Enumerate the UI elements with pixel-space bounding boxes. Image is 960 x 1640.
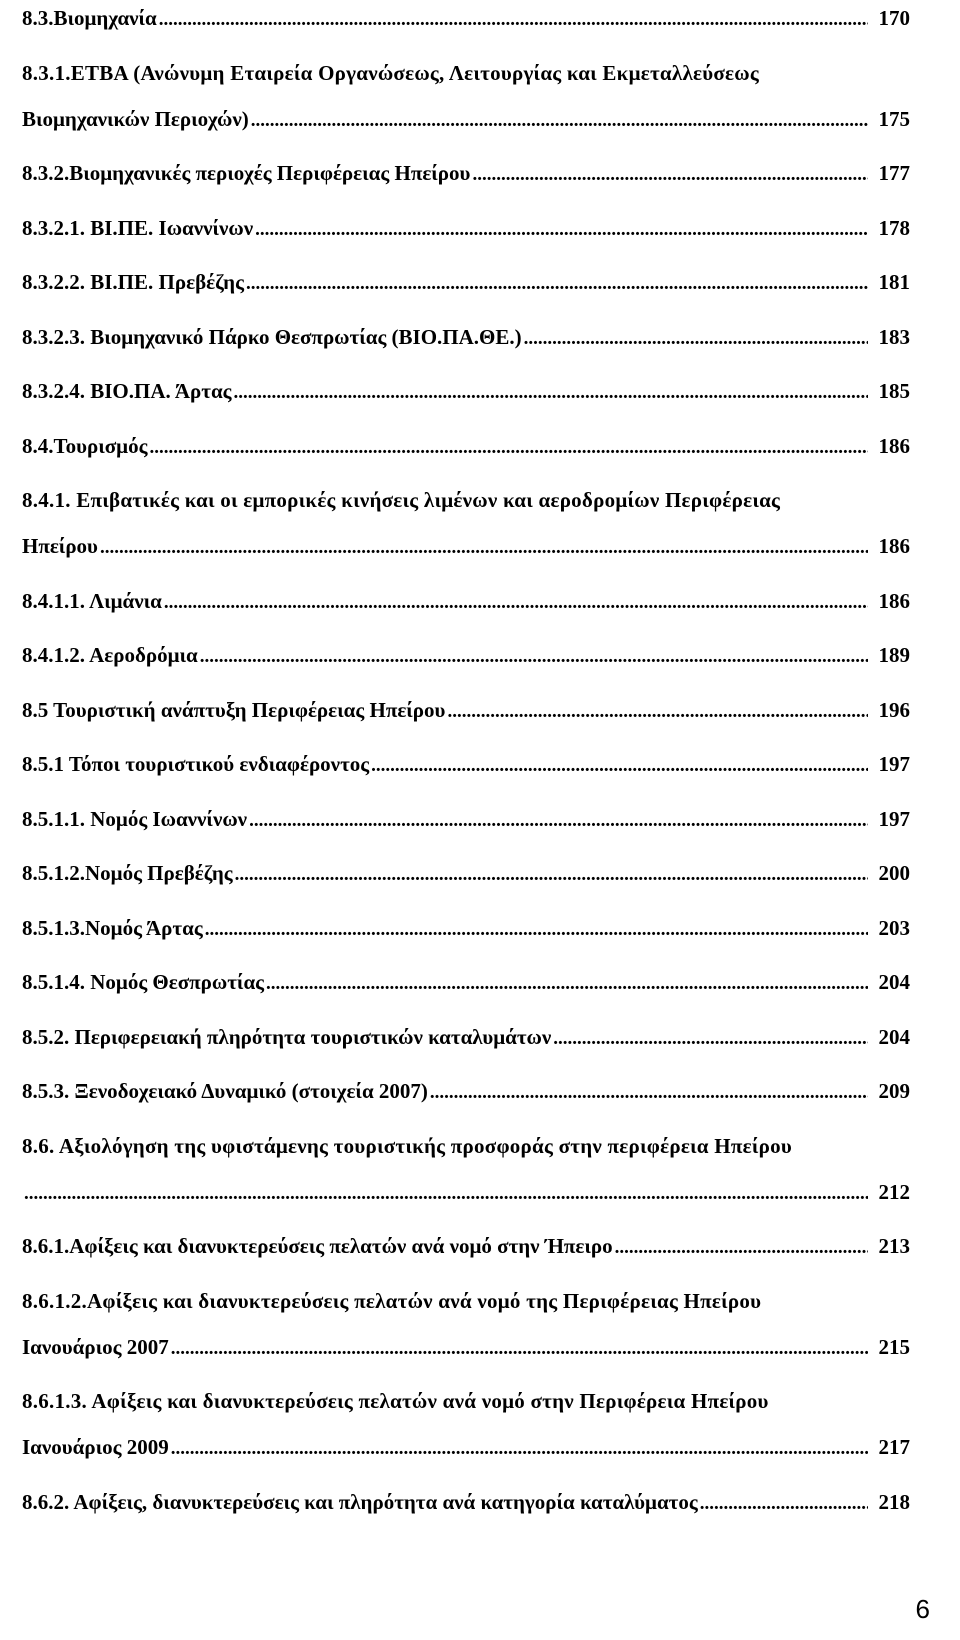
toc-page-number: 200	[878, 861, 910, 885]
toc-entry-line	[22, 428, 910, 464]
toc-entry-title: 8.5.1.3.Νομός Άρτας	[22, 915, 203, 940]
toc-entry-line	[22, 528, 910, 564]
toc-entry-title: 8.6.2. Αφίξεις, διανυκτερεύσεις και πληρότητα ανά κατηγορία καταλύματος	[22, 1489, 698, 1514]
toc-leader-dots	[164, 585, 868, 621]
toc-entry-title: 8.3.2.4. ΒΙΟ.ΠΑ. Άρτας	[22, 379, 232, 403]
toc-leader-dots	[251, 103, 868, 139]
toc-leader-dots	[266, 966, 868, 1002]
toc-page-number: 204	[878, 1024, 910, 1049]
toc-entry-title: 8.6. Αξιολόγηση της υφιστάμενης τουριστικής προσφοράς στην περιφέρεια Ηπείρου	[22, 1133, 792, 1158]
toc-page-number: 189	[878, 643, 910, 667]
toc-page-number: 178	[878, 215, 910, 240]
toc-entry-line-wrapped	[22, 1283, 910, 1319]
toc-leader-dots	[235, 857, 868, 893]
toc-page-number: 170	[878, 6, 910, 30]
toc-leader-dots	[159, 2, 868, 38]
toc-entry-title: 8.5.1.4. Νομός Θεσπρωτίας	[22, 970, 265, 994]
toc-entry-line	[22, 801, 910, 837]
toc-leader-dots	[171, 1331, 868, 1367]
toc-entry-line	[22, 692, 910, 728]
toc-entry-title: 8.4.1.2. Αεροδρόμια	[22, 643, 198, 667]
toc-entry-title: 8.4.Τουρισμός	[22, 433, 148, 458]
toc-entry-line-wrapped	[22, 55, 910, 91]
toc-leader-dots	[700, 1486, 868, 1522]
toc-entry-title: 8.6.1.2.Αφίξεις και διανυκτερεύσεις πελατών ανά νομό της Περιφέρειας Ηπείρου	[22, 1288, 762, 1313]
toc-entry-title: 8.5.1.2.Νομός Πρεβέζης	[22, 861, 233, 885]
toc-page-number: 183	[878, 324, 910, 349]
toc-entry-title: Ηπείρου	[22, 534, 98, 558]
toc-leader-dots	[205, 912, 868, 948]
toc-leader-dots	[524, 321, 868, 357]
toc-entry-title: 8.5 Τουριστική ανάπτυξη Περιφέρειας Ηπείρου	[22, 697, 446, 722]
toc-page-number: 197	[878, 806, 910, 831]
toc-entry-title: 8.3.2.2. ΒΙ.ΠΕ. Πρεβέζης	[22, 270, 244, 294]
toc-entry-line	[22, 1174, 910, 1210]
toc-leader-dots	[200, 639, 868, 675]
toc-page-number: 215	[878, 1334, 910, 1359]
toc-leader-dots	[371, 748, 868, 784]
toc-page-number: 186	[878, 588, 910, 613]
toc-entry-title: 8.3.2.Βιομηχανικές περιοχές Περιφέρειας Ηπείρου	[22, 161, 471, 185]
toc-page-number: 186	[878, 433, 910, 458]
toc-leader-dots	[430, 1075, 868, 1111]
toc-entry-line	[22, 1073, 910, 1109]
toc-leader-dots	[615, 1230, 868, 1266]
toc-leader-dots	[249, 803, 868, 839]
toc-entry-title: 8.3.2.1. ΒΙ.ΠΕ. Ιωαννίνων	[22, 215, 254, 240]
toc-entry-line	[22, 855, 910, 891]
toc-leader-dots	[246, 266, 868, 302]
toc-entry-title: Βιομηχανικών Περιοχών)	[22, 106, 249, 131]
toc-entry-title: 8.6.1.3. Αφίξεις και διανυκτερεύσεις πελατών ανά νομό στην Περιφέρεια Ηπείρου	[22, 1389, 769, 1413]
toc-entry-line	[22, 637, 910, 673]
toc-leader-dots	[100, 530, 868, 566]
toc-entry-title: 8.5.2. Περιφερειακή πληρότητα τουριστικών καταλυμάτων	[22, 1024, 552, 1049]
toc-page-number: 218	[878, 1489, 910, 1514]
toc-entry-line-wrapped	[22, 1383, 910, 1419]
toc-leader-dots	[447, 694, 868, 730]
toc-entry-title: 8.3.2.3. Βιομηχανικό Πάρκο Θεσπρωτίας (ΒΙΟ.ΠΑ.ΘΕ.)	[22, 324, 522, 349]
toc-entry-line	[22, 155, 910, 191]
toc-page-number: 204	[878, 970, 910, 994]
toc-page-number: 175	[878, 106, 910, 131]
toc-page-number: 213	[878, 1234, 910, 1258]
toc-page-number: 177	[878, 161, 910, 185]
toc-entry-line	[22, 1484, 910, 1520]
toc-page-number: 212	[878, 1179, 910, 1204]
toc-entry-line	[22, 964, 910, 1000]
toc-entry-line-wrapped	[22, 1128, 910, 1164]
toc-entry-line-wrapped	[22, 482, 910, 518]
toc-entry-title: 8.5.3. Ξενοδοχειακό Δυναμικό (στοιχεία 2007)	[22, 1079, 428, 1103]
toc-entry-title: 8.3.1.ΕΤΒΑ (Ανώνυμη Εταιρεία Οργανώσεως, Λειτουργίας και Εκμεταλλεύσεως	[22, 60, 759, 85]
toc-entry-title: Ιανουάριος 2007	[22, 1334, 169, 1359]
toc-entry-line	[22, 210, 910, 246]
toc-entry-line	[22, 373, 910, 409]
toc-entry-line	[22, 1329, 910, 1365]
toc-entry-line	[22, 583, 910, 619]
toc-leader-dots	[149, 430, 868, 466]
toc-entry-line	[22, 319, 910, 355]
toc-page-number: 197	[878, 752, 910, 776]
toc-entry-line	[22, 746, 910, 782]
toc-entry-title: 8.6.1.Αφίξεις και διανυκτερεύσεις πελατών ανά νομό στην Ήπειρο	[22, 1234, 613, 1258]
toc-leader-dots	[472, 157, 868, 193]
toc-entry-title: 8.4.1. Επιβατικές και οι εμπορικές κινήσεις λιμένων και αεροδρομίων Περιφέρειας	[22, 488, 781, 512]
toc-page-number: 203	[878, 915, 910, 940]
toc-entry-line	[22, 1019, 910, 1055]
toc-page-number: 181	[878, 270, 910, 294]
toc-entry-title: 8.5.1 Τόποι τουριστικού ενδιαφέροντος	[22, 752, 370, 776]
toc-page-number: 209	[878, 1079, 910, 1103]
toc-leader-dots	[553, 1021, 868, 1057]
toc-entry-line	[22, 264, 910, 300]
toc-entry-title: 8.3.Βιομηχανία	[22, 6, 157, 30]
toc-leader-dots	[171, 1431, 868, 1467]
toc-leader-dots	[24, 1176, 868, 1212]
page-number: 6	[915, 1594, 930, 1624]
toc-leader-dots	[255, 212, 868, 248]
toc-entry-title: 8.5.1.1. Νομός Ιωαννίνων	[22, 806, 248, 831]
toc-entry-title: Ιανουάριος 2009	[22, 1435, 169, 1459]
toc-entry-line	[22, 910, 910, 946]
toc-entry-line	[22, 0, 910, 36]
toc-leader-dots	[234, 375, 868, 411]
toc-entry-title: 8.4.1.1. Λιμάνια	[22, 588, 162, 613]
toc-entry-line	[22, 101, 910, 137]
toc-page-number: 186	[878, 534, 910, 558]
toc-entry-line	[22, 1228, 910, 1264]
toc-page-number: 217	[878, 1435, 910, 1459]
toc-page-number: 185	[878, 379, 910, 403]
toc-page-number: 196	[878, 697, 910, 722]
toc-entry-line	[22, 1429, 910, 1465]
